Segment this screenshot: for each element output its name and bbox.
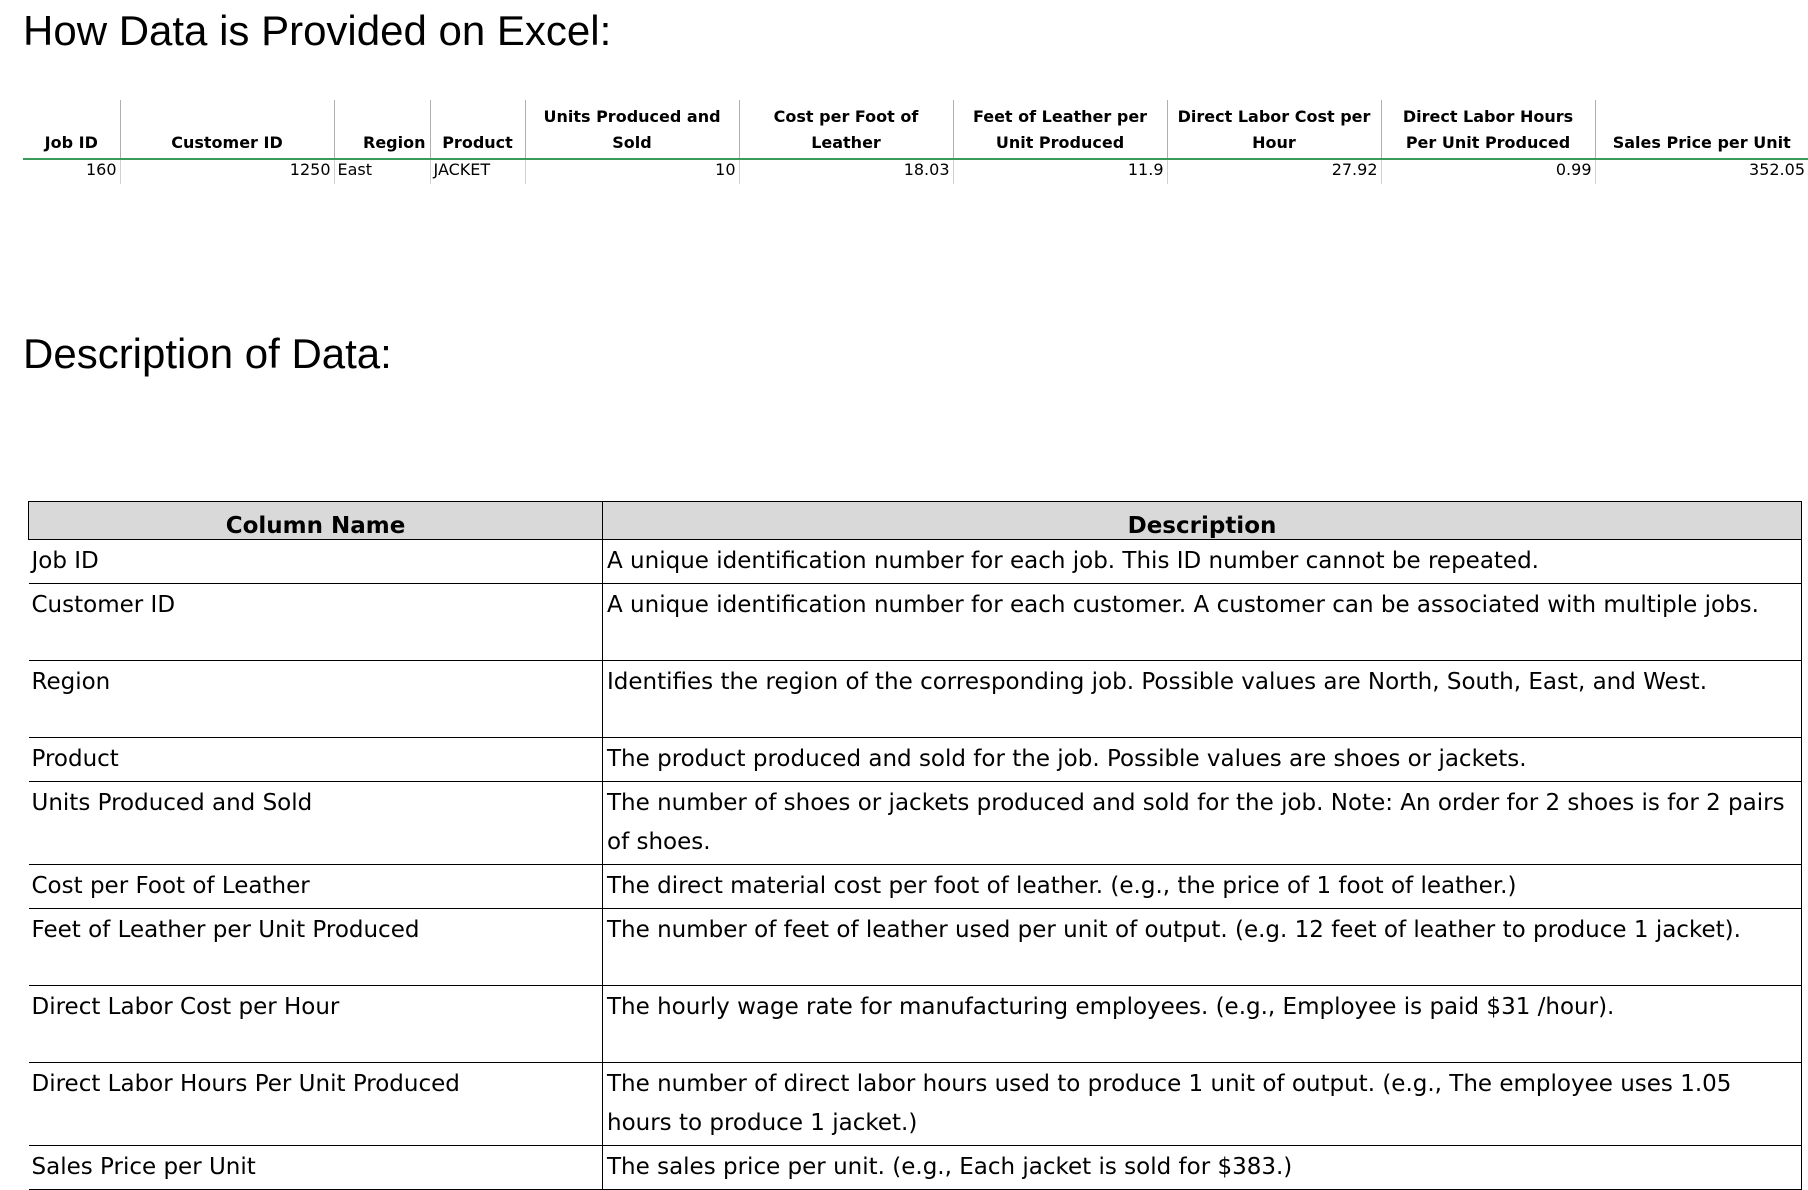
- table-row: [29, 1063, 1802, 1146]
- column-name-cell: Direct Labor Hours Per Unit Produced: [29, 1063, 603, 1146]
- excel-header-cell[interactable]: Direct Labor Cost per Hour: [1167, 100, 1381, 159]
- column-name-cell: Customer ID: [29, 584, 603, 661]
- table-row: [29, 1146, 1802, 1190]
- excel-header-cell[interactable]: Units Produced and Sold: [525, 100, 739, 159]
- excel-header-row: [23, 100, 1808, 159]
- excel-cell-job-id[interactable]: 160: [85, 160, 117, 179]
- excel-cell-feet-per-unit[interactable]: 11.9: [953, 159, 1167, 184]
- column-name-cell: Direct Labor Cost per Hour: [29, 986, 603, 1063]
- column-name-cell: Sales Price per Unit: [29, 1146, 603, 1190]
- excel-cell-customer-id[interactable]: 1250: [120, 159, 334, 184]
- excel-cell-region[interactable]: East: [334, 159, 430, 184]
- excel-cell-cost-per-foot[interactable]: 18.03: [739, 159, 953, 184]
- excel-data-row: [23, 159, 1808, 184]
- excel-header-cell[interactable]: Direct Labor Hours Per Unit Produced: [1381, 100, 1595, 159]
- excel-header-cell[interactable]: Feet of Leather per Unit Produced: [953, 100, 1167, 159]
- excel-header-cell[interactable]: Cost per Foot of Leather: [739, 100, 953, 159]
- column-name-cell: Feet of Leather per Unit Produced: [29, 909, 603, 986]
- excel-cell-units[interactable]: 10: [525, 159, 739, 184]
- excel-header-cell[interactable]: Region: [334, 100, 430, 159]
- table-row: [29, 865, 1802, 909]
- description-cell: The product produced and sold for the job. Possible values are shoes or jackets.: [603, 738, 1802, 782]
- column-name-cell: Cost per Foot of Leather: [29, 865, 603, 909]
- description-cell: A unique identification number for each job. This ID number cannot be repeated.: [603, 540, 1802, 584]
- excel-header-cell[interactable]: Customer ID: [120, 100, 334, 159]
- table-row: [29, 540, 1802, 584]
- description-cell: The hourly wage rate for manufacturing employees. (e.g., Employee is paid $31 /hour).: [603, 986, 1802, 1063]
- column-name-cell: Region: [29, 661, 603, 738]
- description-cell: The number of feet of leather used per unit of output. (e.g. 12 feet of leather to produce 1 jacket).: [603, 909, 1802, 986]
- table-row: [29, 782, 1802, 865]
- description-cell: The number of shoes or jackets produced and sold for the job. Note: An order for 2 shoes is for 2 pairs of shoes.: [603, 782, 1802, 865]
- excel-section-heading: How Data is Provided on Excel:: [23, 7, 612, 54]
- excel-header-cell[interactable]: Product: [430, 100, 525, 159]
- description-section-heading: Description of Data:: [23, 330, 392, 377]
- description-header-row: [29, 502, 1802, 540]
- description-table: [28, 501, 1802, 1190]
- excel-cell-labor-cost[interactable]: 27.92: [1167, 159, 1381, 184]
- excel-cell-labor-hours[interactable]: 0.99: [1381, 159, 1595, 184]
- column-name-cell: Job ID: [29, 540, 603, 584]
- table-row: [29, 584, 1802, 661]
- description-cell: A unique identification number for each customer. A customer can be associated with multiple jobs.: [603, 584, 1802, 661]
- table-row: [29, 986, 1802, 1063]
- description-cell: The direct material cost per foot of leather. (e.g., the price of 1 foot of leather.): [603, 865, 1802, 909]
- excel-data-table: [23, 100, 1808, 184]
- excel-cell-product[interactable]: JACKET: [430, 159, 525, 184]
- table-row: [29, 661, 1802, 738]
- description-cell: The sales price per unit. (e.g., Each jacket is sold for $383.): [603, 1146, 1802, 1190]
- table-row: [29, 738, 1802, 782]
- description-cell: Identifies the region of the corresponding job. Possible values are North, South, East, and West.: [603, 661, 1802, 738]
- table-row: [29, 909, 1802, 986]
- description-cell: The number of direct labor hours used to produce 1 unit of output. (e.g., The employee uses 1.05 hours to produce 1 jacket.): [603, 1063, 1802, 1146]
- column-name-header: Column Name: [29, 502, 603, 540]
- excel-cell-sales-price[interactable]: 352.05: [1595, 159, 1808, 184]
- excel-header-cell[interactable]: Job ID: [23, 100, 120, 159]
- column-name-cell: Units Produced and Sold: [29, 782, 603, 865]
- excel-header-cell[interactable]: Sales Price per Unit: [1595, 100, 1808, 159]
- column-name-cell: Product: [29, 738, 603, 782]
- description-header: Description: [603, 502, 1802, 540]
